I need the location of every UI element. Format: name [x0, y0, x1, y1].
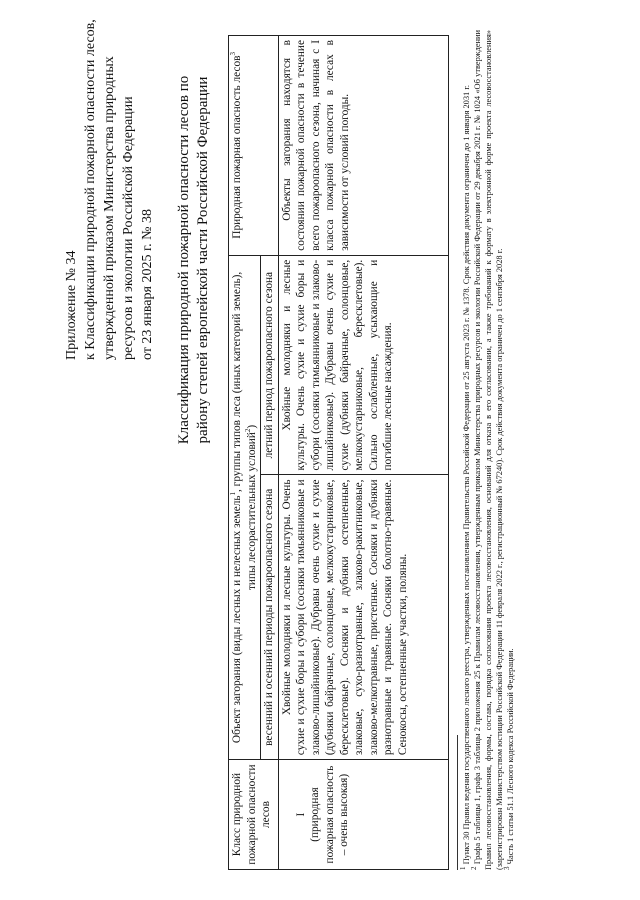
- document-title: [175, 20, 213, 500]
- appendix-line: утвержденной приказом Министерства природных: [102, 56, 117, 360]
- footnote: $^3$ Часть 1 статьи 51.1 Лесного кодекса Российской Федерации.: [502, 648, 515, 870]
- content-flow: [228, 30, 516, 870]
- class-description: (природная пожарная опасность – очень высокая): [309, 765, 350, 864]
- footnotes: [458, 29, 516, 870]
- header-summer: летний период пожароопасного сезона: [261, 255, 279, 475]
- appendix-number: Приложение № 34: [64, 250, 79, 360]
- class-number: I: [294, 812, 307, 817]
- danger-cell: Объекты загорания находятся в состоянии пожарной опасности в течение всего пожароопасного сезона, начиная с I класса пожарной опасности в лесах в зависимости от условий погоды.: [278, 36, 448, 256]
- class-cell: [278, 760, 448, 870]
- header-danger: Природная пожарная опасность лесов$^3$: [229, 36, 279, 256]
- header-object: Объект загорания (виды лесных и нелесных земель$^1$, группы типов леса (иных категорий земель), типы лесорастительных условий$^2$): [229, 255, 261, 759]
- footnote: $^1$ Пункт 30 Правил ведения государственного лесного реестра, утвержденных постановлением Правительства Российской Федерации от 25 августа 2023 г. № 1378. Срок действия документа ограничен до 1 января 2031 г.: [458, 85, 471, 870]
- title-line: Классификация природной пожарной опасности лесов по: [176, 75, 192, 445]
- footnote: $^2$ Графа 5 таблицы 1, графа 3 таблицы 2 приложения 25 к Правилам лесовосстановления, утвержденным приказом Министерства природных ресурсов и экологии Российской Федерации от 29 декабря 2021 г. № 1024 «Об утверждении Правил лесовосстановления, формы, состава, порядка согласования проекта лесовосстановления, оснований для отказа в его согласовании, а также требований к формату в электронной форме проекта лесовосстановления» (зарегистрирован Министерством юстиции Российской Федерации 11 февраля 2022 г., регистрационный № 67240). Срок действия документа ограничен до 1 сентября 2028 г.: [469, 29, 504, 870]
- appendix-line: ресурсов и экологии Российской Федерации: [121, 96, 136, 360]
- title-line: району степей европейской части Российской Федерации: [195, 76, 211, 444]
- appendix-line: к Классификации природной пожарной опасности лесов,: [83, 19, 98, 360]
- appendix-header: [62, 5, 157, 360]
- classification-table: [228, 35, 449, 870]
- summer-cell: Хвойные молодняки и лесные культуры. Очень сухие и сухие боры и субори (сосняки тимьянниковые и злаково-лишайниковые). Дубравы очень сухие и сухие (дубняки байрачные, солонцовые, мелкокустарниковые, бересклетовые). Сильно ослабленные, усыхающие и погибшие лесные насаждения.: [278, 255, 448, 475]
- spring-autumn-cell: Хвойные молодняки и лесные культуры. Очень сухие и сухие боры и субори (сосняки тимьянниковые и злаково-лишайниковые). Дубравы очень сухие и сухие (дубняки байрачные, солонцовые, мелкокустарниковые, бересклетовые). Сосняки и дубняки остепненные, злаковые, сухо-разнотравные, злаково-ракитниковые, злаково-мелкотравные, пристепные. Сосняки и дубняки разнотравные и травяные. Сосняки болотно-травяные. Сенокосы, остепненные участки, поляны.: [278, 475, 448, 760]
- table-row: [278, 36, 448, 870]
- header-class: Класс природной пожарной опасности лесов: [229, 760, 279, 870]
- footnote-separator: [457, 735, 458, 870]
- header-spring-autumn: весенний и осенний периоды пожароопасного сезона: [261, 475, 279, 760]
- appendix-date: от 23 января 2025 г. № 38: [140, 209, 155, 360]
